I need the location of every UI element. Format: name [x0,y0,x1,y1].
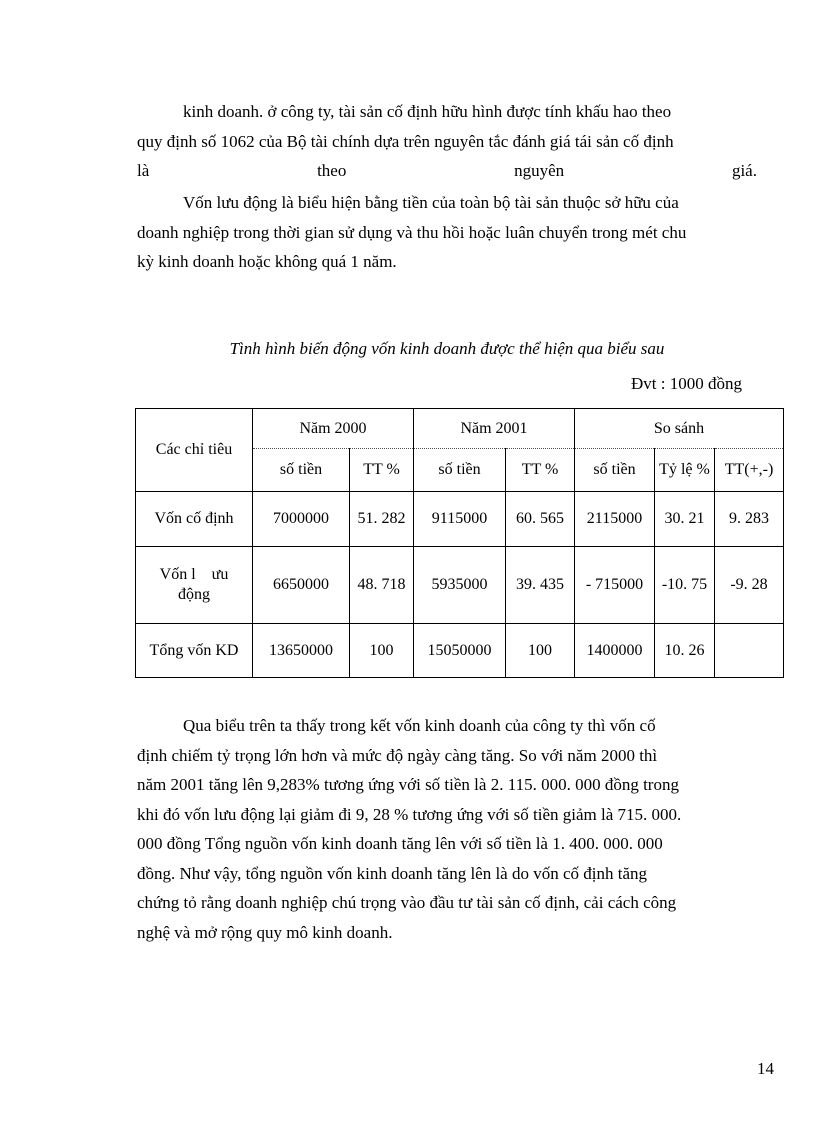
table-cell: 5935000 [414,547,506,624]
table-cell: 39. 435 [506,547,575,624]
row-label: Vốn l ưu động [136,547,253,624]
row-label: Tổng vốn KD [136,624,253,678]
subheader-cell: TT % [506,449,575,492]
subheader-cell: TT % [350,449,414,492]
table-cell: 9115000 [414,492,506,547]
table-cell: 9. 283 [715,492,784,547]
table-cell: 100 [506,624,575,678]
table-cell: 6650000 [253,547,350,624]
header-year-2001: Năm 2001 [414,409,575,449]
text-line: nghệ và mở rộng quy mô kinh doanh. [137,922,393,942]
table-cell: 15050000 [414,624,506,678]
header-comparison: So sánh [575,409,784,449]
table-cell [715,624,784,678]
word: nguyên [514,161,565,180]
word: theo [317,161,347,180]
text-line: kinh doanh. ở công ty, tài sản cố định hữu hình được tính khấu hao theo [183,102,672,121]
table-row [136,492,784,547]
text-line: chứng tỏ rằng doanh nghiệp chú trọng vào đầu tư tài sản cố định, cải cách công [137,893,677,912]
table-cell: 2115000 [575,492,655,547]
table-caption: Tình hình biến động vốn kinh doanh được thể hiện qua biểu sau [229,339,665,358]
table-cell: 48. 718 [350,547,414,624]
word: là [137,161,150,180]
text-line: đồng. Như vậy, tổng nguồn vốn kinh doanh tăng lên là do vốn cố định tăng [137,863,648,883]
table-row [136,547,784,624]
page-number: 14 [757,1059,774,1078]
table-cell: - 715000 [575,547,655,624]
unit-label: Đvt : 1000 đồng [631,374,742,393]
text-line-justified [137,156,757,186]
header-year-2000: Năm 2000 [253,409,414,449]
table-cell: -9. 28 [715,547,784,624]
text-line: Qua biểu trên ta thấy trong kết vốn kinh doanh của công ty thì vốn cố [183,716,656,735]
table-cell: 7000000 [253,492,350,547]
table-header-row [136,409,784,449]
table-cell: 30. 21 [655,492,715,547]
text-line: Vốn lưu động là biểu hiện bằng tiền của toàn bộ tài sản thuộc sở hữu của [183,193,679,212]
table-cell: 13650000 [253,624,350,678]
subheader-cell: số tiền [414,449,506,492]
table-cell: 60. 565 [506,492,575,547]
table-cell: 51. 282 [350,492,414,547]
table-cell: 1400000 [575,624,655,678]
subheader-cell: TT(+,-) [715,449,784,492]
table-row [136,624,784,678]
text-line: doanh nghiệp trong thời gian sử dụng và thu hồi hoặc luân chuyển trong mét chu [137,222,687,242]
subheader-cell: Tỷ lệ % [655,449,715,492]
text-line: kỳ kinh doanh hoặc không quá 1 năm. [137,252,397,271]
word: giá. [731,161,757,180]
subheader-cell: số tiền [253,449,350,492]
subheader-cell: số tiền [575,449,655,492]
text-line: quy định số 1062 của Bộ tài chính dựa trên nguyên tắc đánh giá tái sản cố định [137,131,674,151]
row-label: Vốn cố định [136,492,253,547]
text-line: 000 đồng Tổng nguồn vốn kinh doanh tăng lên với số tiền là 1. 400. 000. 000 [137,834,663,853]
text-line: năm 2001 tăng lên 9,283% tương ứng với số tiền là 2. 115. 000. 000 đồng trong [137,775,679,794]
table-cell: -10. 75 [655,547,715,624]
capital-table [135,408,784,678]
header-indicator: Các chỉ tiêu [136,409,253,492]
table-cell: 10. 26 [655,624,715,678]
text-line: khi đó vốn lưu động lại giảm đi 9, 28 % tương ứng với số tiền giảm là 715. 000. [137,804,682,824]
table-cell: 100 [350,624,414,678]
paragraph-depreciation [137,97,757,186]
paragraph-analysis [137,711,757,947]
paragraph-working-capital [137,188,757,277]
text-line: định chiếm tỷ trọng lớn hơn và mức độ ngày càng tăng. So với năm 2000 thì [137,745,658,765]
